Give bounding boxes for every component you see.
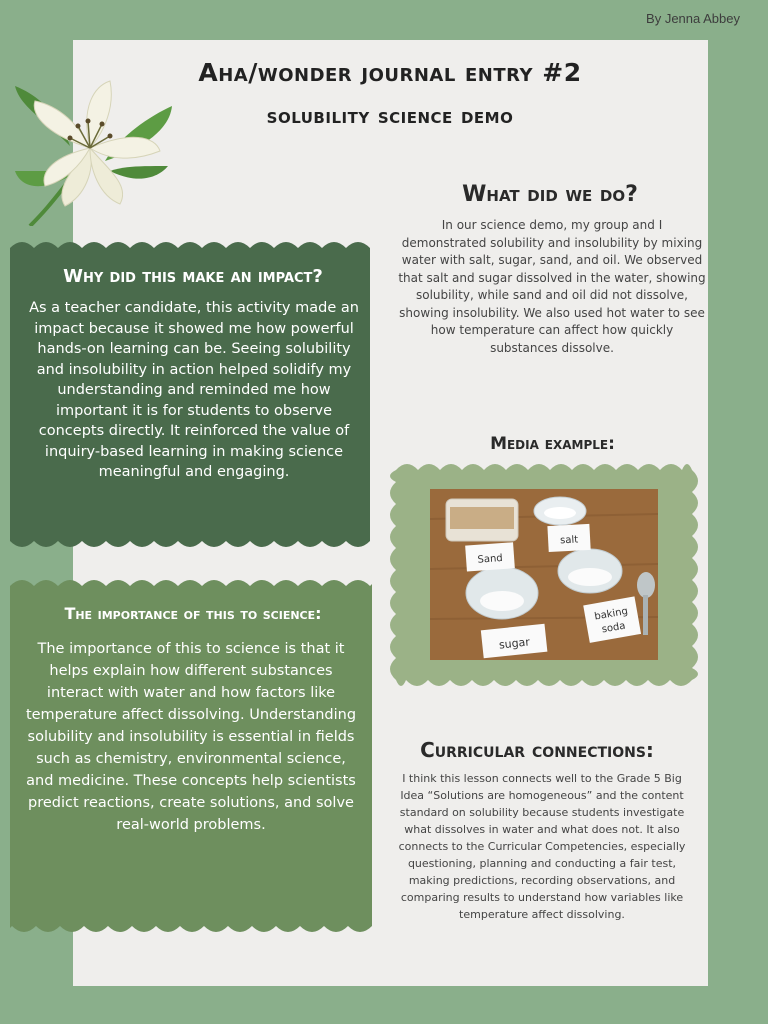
what-body: In our science demo, my group and I demonstrated solubility and insolubility by mixing water with salt, sugar, sand, and oil. We observed that salt and sugar dissolved in the water, showing solubility, while sand and oil did not dissolve, showing insolubility. We also used hot water to see how temperature can affect how quickly substances dissolve. <box>398 218 706 355</box>
svg-text:Sand: Sand <box>477 552 504 566</box>
importance-heading: The importance of this to science: <box>64 604 322 623</box>
author-credit: By Jenna Abbey <box>646 11 740 26</box>
svg-text:soda: soda <box>600 620 627 636</box>
curricular-heading: Curricular connections: <box>420 738 654 762</box>
curricular-body: I think this lesson connects well to the Grade 5 Big Idea “Solutions are homogeneous” and the content standard on solubility because students investigate what dissolves in water and what does not. It also connects to the Curricular Competencies, especially questioning, planning and conducting a fair test, making predictions, recording observations, and comparing results to understand how variables like temperature affect dissolving. <box>398 772 686 921</box>
svg-text:baking: baking <box>593 605 629 623</box>
label-sand <box>465 542 515 571</box>
svg-text:salt: salt <box>559 534 579 547</box>
svg-text:sugar: sugar <box>498 635 531 652</box>
page-title: Aha/wonder journal entry #2 <box>198 58 582 87</box>
why-heading: Why did this make an impact? <box>63 266 323 287</box>
label-salt <box>547 524 590 552</box>
why-body: As a teacher candidate, this activity made an impact because it showed me how powerful hands-on learning can be. Seeing solubility and insolubility in action helped solidify my understanding and reminded me how important it is for students to observe concepts directly. It reinforced the value of inquiry-based learning in making science meaningful and engaging. <box>29 300 359 480</box>
media-photo <box>430 489 658 660</box>
media-heading: Media example: <box>490 434 615 454</box>
what-heading: What did we do? <box>462 182 638 207</box>
lily-flower-icon <box>10 76 175 226</box>
importance-body: The importance of this to science is that it helps explain how different substances interact with water and how factors like temperature affect dissolving. Understanding solubility and insolubility is essential in fields such as chemistry, environmental science, and medicine. These concepts help scientists predict reactions, create solutions, and solve real-world problems. <box>25 641 357 833</box>
page-subtitle: solubility science demo <box>266 104 514 129</box>
